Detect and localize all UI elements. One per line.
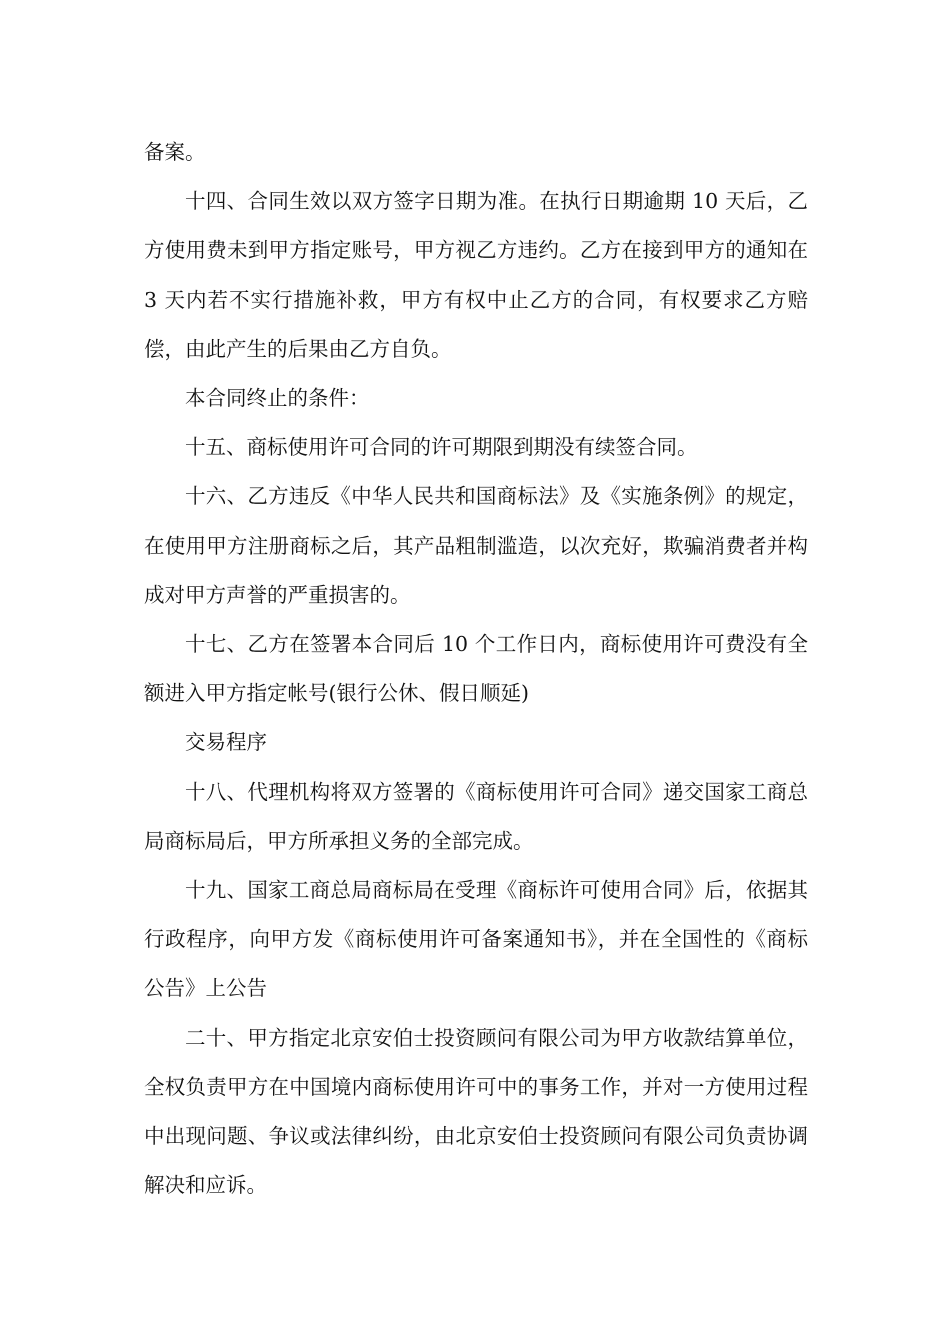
- paragraph-clause-18: 十八、代理机构将双方签署的《商标使用许可合同》递交国家工商总局商标局后，甲方所承担义务的全部完成。: [144, 779, 808, 853]
- paragraph-clause-17: 十七、乙方在签署本合同后 10 个工作日内，商标使用许可费没有全额进入甲方指定帐号(银行公休、假日顺延): [144, 632, 808, 706]
- paragraph-clause-19: 十九、国家工商总局商标局在受理《商标许可使用合同》后，依据其行政程序，向甲方发《商标使用许可备案通知书》，并在全国性的《商标公告》上公告: [144, 878, 808, 1001]
- section-heading-termination: 本合同终止的条件：: [185, 386, 370, 411]
- paragraph-0: 备案。: [144, 140, 206, 164]
- section-heading-procedure: 交易程序: [185, 730, 267, 755]
- paragraph-clause-15: 十五、商标使用许可合同的许可期限到期没有续签合同。: [185, 435, 698, 460]
- document-body: [144, 128, 808, 1210]
- paragraph-clause-14: 十四、合同生效以双方签字日期为准。在执行日期逾期 10 天后，乙方使用费未到甲方指定账号，甲方视乙方违约。乙方在接到甲方的通知在 3 天内若不实行措施补救，甲方有权中止乙方的合同，有权要求乙方赔偿，由此产生的后果由乙方自负。: [144, 189, 808, 361]
- paragraph-clause-20: 二十、甲方指定北京安伯士投资顾问有限公司为甲方收款结算单位，全权负责甲方在中国境内商标使用许可中的事务工作，并对一方使用过程中出现问题、争议或法律纠纷，由北京安伯士投资顾问有限公司负责协调解决和应诉。: [144, 1025, 808, 1198]
- paragraph-clause-16: 十六、乙方违反《中华人民共和国商标法》及《实施条例》的规定，在使用甲方注册商标之后，其产品粗制滥造，以次充好，欺骗消费者并构成对甲方声誉的严重损害的。: [144, 484, 808, 607]
